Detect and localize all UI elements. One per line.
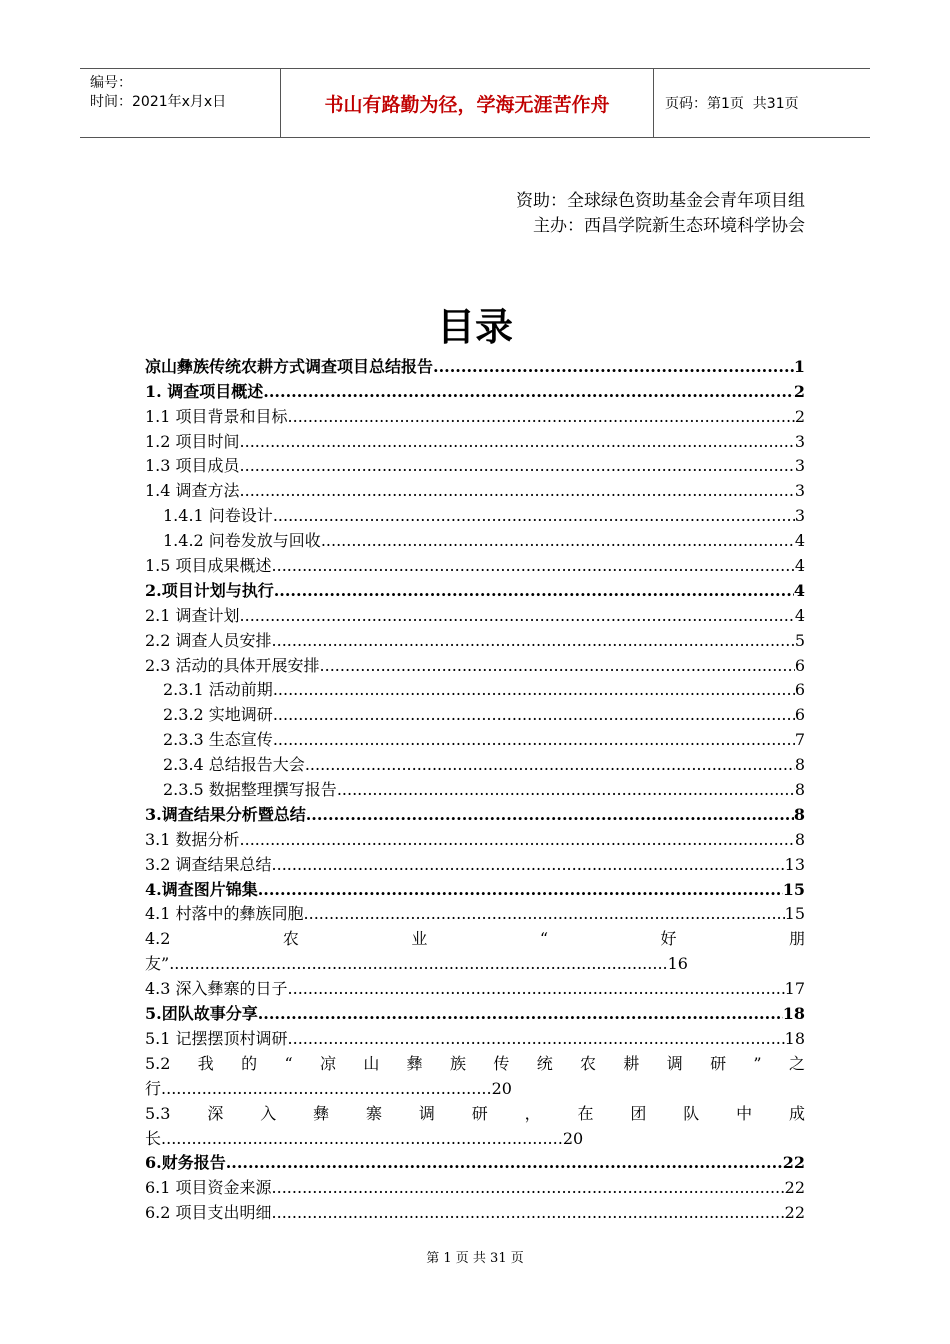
toc-entry[interactable] [145, 576, 805, 601]
toc-leader [320, 656, 795, 676]
toc-entry-text: 4.1 村落中的彝族同胞 [145, 904, 304, 924]
toc-entry-word: 农 [580, 1053, 597, 1073]
toc-leader [305, 755, 795, 775]
toc-entry-word: 团 [630, 1103, 647, 1123]
toc-entry-page: 8 [794, 780, 805, 800]
toc-leader: ............................................................................... [161, 1128, 563, 1148]
toc-entry-word: 之 [788, 1053, 805, 1073]
toc-entry-page: 8 [794, 829, 805, 849]
toc-entry-word: 我 [197, 1053, 214, 1073]
toc-entry-page: 6 [794, 680, 805, 700]
toc-entry-wrap-continuation[interactable] [145, 1124, 805, 1149]
toc-entry-word: ， [524, 1103, 541, 1123]
toc-leader [272, 631, 795, 651]
toc-leader [240, 481, 795, 501]
toc-leader [272, 1203, 785, 1223]
toc-entry[interactable] [145, 800, 805, 825]
toc-entry-page: 6 [794, 705, 805, 725]
toc-leader [273, 506, 795, 526]
toc-entry-page: 7 [794, 730, 805, 750]
toc-entry-page: 15 [784, 904, 805, 924]
toc-entry-text: 2.3.1 活动前期 [163, 680, 273, 700]
toc-entry-text: 行 [145, 1078, 162, 1098]
toc-entry-text: 6.1 项目资金来源 [145, 1178, 272, 1198]
toc-entry-word: 中 [736, 1103, 753, 1123]
toc-entry-word: 调 [666, 1053, 683, 1073]
toc-entry-text: 3.1 数据分析 [145, 829, 240, 849]
toc-entry[interactable] [145, 476, 805, 501]
toc-entry-word: 山 [363, 1053, 380, 1073]
toc-entry-text: 5.团队故事分享 [145, 1004, 258, 1024]
toc-entry-page: 13 [784, 854, 805, 874]
toc-leader [273, 705, 795, 725]
toc-entry-text: 2.3.2 实地调研 [163, 705, 273, 725]
toc-leader [272, 556, 795, 576]
toc-leader [288, 1029, 785, 1049]
toc-entry-word: 5.3 [145, 1103, 171, 1123]
toc-entry-page: 4 [794, 605, 805, 625]
toc-entry-page: 18 [784, 1028, 805, 1048]
toc-entry-page: 5 [794, 630, 805, 650]
toc-entry-page: 3 [794, 431, 805, 451]
toc-entry-word: ” [753, 1053, 762, 1073]
toc-entry-wrap-line[interactable] [145, 1099, 805, 1124]
toc-entry-page: 22 [784, 1178, 805, 1198]
toc-entry[interactable] [145, 377, 805, 402]
toc-entry-word: 凉 [319, 1053, 336, 1073]
toc-entry-page: 4 [793, 580, 805, 600]
toc-leader [274, 581, 794, 601]
toc-group-1 [145, 352, 805, 924]
toc-entry-page: 4 [794, 556, 805, 576]
toc-entry-text: 友” [145, 954, 170, 974]
toc-leader [321, 531, 795, 551]
toc-entry-text: 1.4 调查方法 [145, 481, 240, 501]
toc-entry-word: 深 [207, 1103, 224, 1123]
toc-entry-text: 1.2 项目时间 [145, 431, 240, 451]
toc-leader [306, 805, 794, 825]
toc-entry-page: 20 [491, 1078, 512, 1098]
toc-entry-wrap-continuation[interactable] [145, 1074, 805, 1099]
toc-title: 目录 [436, 305, 513, 349]
toc-entry-page: 6 [794, 655, 805, 675]
toc-entry-page: 8 [793, 804, 805, 824]
document-number: 编号： [90, 75, 132, 91]
toc-leader [304, 904, 785, 924]
organizer-line: 主办：西昌学院新生态环境科学协会 [533, 216, 805, 236]
toc-entry-text: 2.3 活动的具体开展安排 [145, 655, 320, 675]
toc-leader [263, 382, 794, 402]
toc-leader [240, 432, 795, 452]
toc-leader [258, 1004, 783, 1024]
toc-leader: .................................................................................................. [169, 954, 668, 974]
toc-entry-word: 5.2 [145, 1053, 171, 1073]
toc-entry-word: 研 [471, 1103, 488, 1123]
toc-leader [288, 407, 795, 427]
toc-leader [226, 1153, 783, 1173]
toc-entry-text: 2.1 调查计划 [145, 605, 240, 625]
toc-entry-word: 业 [411, 929, 428, 949]
toc-entry[interactable] [145, 651, 805, 676]
toc-entry-word: 统 [536, 1053, 553, 1073]
document-date: 时间：2021年x月x日 [90, 94, 227, 110]
toc-entry-text: 2.3.4 总结报告大会 [163, 755, 305, 775]
toc-entry-text: 3.调查结果分析暨总结 [145, 804, 306, 824]
toc-entry-text: 3.2 调查结果总结 [145, 854, 272, 874]
toc-entry-page: 22 [782, 1153, 805, 1173]
toc-entry-word: 农 [282, 929, 299, 949]
toc-entry-word: 寨 [365, 1103, 382, 1123]
toc-entry-page: 1 [793, 356, 805, 376]
toc-entry-text: 6.2 项目支出明细 [145, 1203, 272, 1223]
toc-entry-text: 1.4.2 问卷发放与回收 [163, 531, 321, 551]
toc-entry-word: 在 [577, 1103, 594, 1123]
toc-entry-wrap-continuation[interactable] [145, 949, 805, 974]
toc-entry-text: 4.3 深入彝寨的日子 [145, 979, 288, 999]
header-motto: 书山有路勤为径，学海无涯苦作舟 [281, 69, 654, 137]
toc-entry[interactable] [145, 526, 805, 551]
toc-leader [272, 1178, 785, 1198]
table-of-contents [145, 352, 805, 1223]
toc-entry[interactable] [145, 427, 805, 452]
toc-entry-text: 1. 调查项目概述 [145, 381, 264, 401]
toc-leader [273, 680, 795, 700]
toc-group-2 [145, 974, 805, 1049]
toc-entry-text: 长 [145, 1128, 162, 1148]
toc-entry[interactable] [145, 1024, 805, 1049]
toc-group-3 [145, 1149, 805, 1224]
toc-entry-word: 研 [710, 1053, 727, 1073]
toc-entry[interactable] [145, 551, 805, 576]
header-meta [80, 69, 281, 137]
toc-entry-word: 4.2 [145, 929, 171, 949]
toc-entry-page: 2 [793, 381, 805, 401]
page-header [80, 68, 870, 138]
toc-leader [258, 880, 783, 900]
toc-entry[interactable] [145, 900, 805, 925]
toc-entry-word: 朋 [788, 929, 805, 949]
toc-entry[interactable] [145, 850, 805, 875]
toc-entry[interactable] [145, 1149, 805, 1174]
toc-leader [337, 780, 795, 800]
toc-entry-page: 8 [794, 755, 805, 775]
toc-leader [240, 456, 795, 476]
toc-leader [273, 730, 795, 750]
toc-entry-wrap-line[interactable] [145, 1049, 805, 1074]
toc-entry-word: “ [539, 929, 549, 949]
toc-entry-text: 1.4.1 问卷设计 [163, 506, 273, 526]
toc-entry-page: 17 [784, 979, 805, 999]
toc-entry-text: 1.3 项目成员 [145, 456, 240, 476]
toc-entry-page: 3 [794, 506, 805, 526]
toc-entry[interactable] [145, 974, 805, 999]
header-page-info: 页码：第1页 共31页 [665, 96, 799, 112]
toc-leader [288, 979, 785, 999]
sponsor-line: 资助：全球绿色资助基金会青年项目组 [516, 191, 805, 211]
toc-entry-page: 4 [794, 531, 805, 551]
toc-entry-page: 2 [794, 406, 805, 426]
toc-entry-page: 20 [562, 1128, 584, 1148]
toc-entry[interactable] [145, 825, 805, 850]
toc-entry-word: 成 [788, 1103, 805, 1123]
toc-entry-text: 凉山彝族传统农耕方式调查项目总结报告 [145, 356, 434, 376]
toc-entry[interactable] [145, 775, 805, 800]
toc-entry-text: 4.调查图片锦集 [145, 879, 258, 899]
toc-entry-text: 6.财务报告 [145, 1153, 226, 1173]
toc-entry-text: 2.3.5 数据整理撰写报告 [163, 780, 337, 800]
toc-entry-text: 2.3.3 生态宣传 [163, 730, 273, 750]
toc-entry[interactable] [145, 352, 805, 377]
toc-entry[interactable] [145, 676, 805, 701]
page-footer: 第 1 页 共 31 页 [426, 1251, 524, 1266]
toc-entry-word: “ [284, 1053, 293, 1073]
toc-leader [272, 855, 785, 875]
toc-entry[interactable] [145, 700, 805, 725]
toc-entry[interactable] [145, 1173, 805, 1198]
toc-entry-page: 22 [784, 1203, 805, 1223]
toc-entry-word: 彝 [313, 1103, 330, 1123]
toc-leader [433, 357, 794, 377]
toc-entry-page: 15 [782, 879, 805, 899]
toc-leader: ................................................................. [161, 1078, 492, 1098]
toc-entry-word: 好 [660, 929, 677, 949]
toc-entry[interactable] [145, 601, 805, 626]
toc-entry-word: 调 [418, 1103, 435, 1123]
toc-entry[interactable] [145, 750, 805, 775]
toc-leader [240, 830, 795, 850]
toc-entry-word: 彝 [406, 1053, 423, 1073]
toc-entry[interactable] [145, 725, 805, 750]
toc-entry-wrap-line[interactable] [145, 924, 805, 949]
toc-entry-word: 入 [260, 1103, 277, 1123]
toc-entry-word: 的 [241, 1053, 258, 1073]
toc-entry-word: 传 [493, 1053, 510, 1073]
toc-entry-text: 1.5 项目成果概述 [145, 556, 272, 576]
toc-entry[interactable] [145, 999, 805, 1024]
toc-entry-text: 1.1 项目背景和目标 [145, 406, 288, 426]
toc-entry-word: 队 [683, 1103, 700, 1123]
toc-entry[interactable] [145, 626, 805, 651]
toc-entry[interactable] [145, 501, 805, 526]
toc-entry-word: 族 [450, 1053, 467, 1073]
toc-leader [240, 606, 795, 626]
toc-entry-page: 16 [667, 954, 688, 974]
toc-entry-word: 耕 [623, 1053, 640, 1073]
toc-entry[interactable] [145, 1198, 805, 1223]
toc-entry-text: 5.1 记摆摆顶村调研 [145, 1028, 288, 1048]
toc-entry-text: 2.2 调查人员安排 [145, 630, 272, 650]
toc-entry-page: 3 [794, 456, 805, 476]
toc-entry-page: 18 [782, 1004, 805, 1024]
toc-entry[interactable] [145, 452, 805, 477]
toc-entry-text: 2.项目计划与执行 [145, 580, 274, 600]
toc-entry[interactable] [145, 875, 805, 900]
toc-entry-page: 3 [794, 481, 805, 501]
toc-entry[interactable] [145, 402, 805, 427]
